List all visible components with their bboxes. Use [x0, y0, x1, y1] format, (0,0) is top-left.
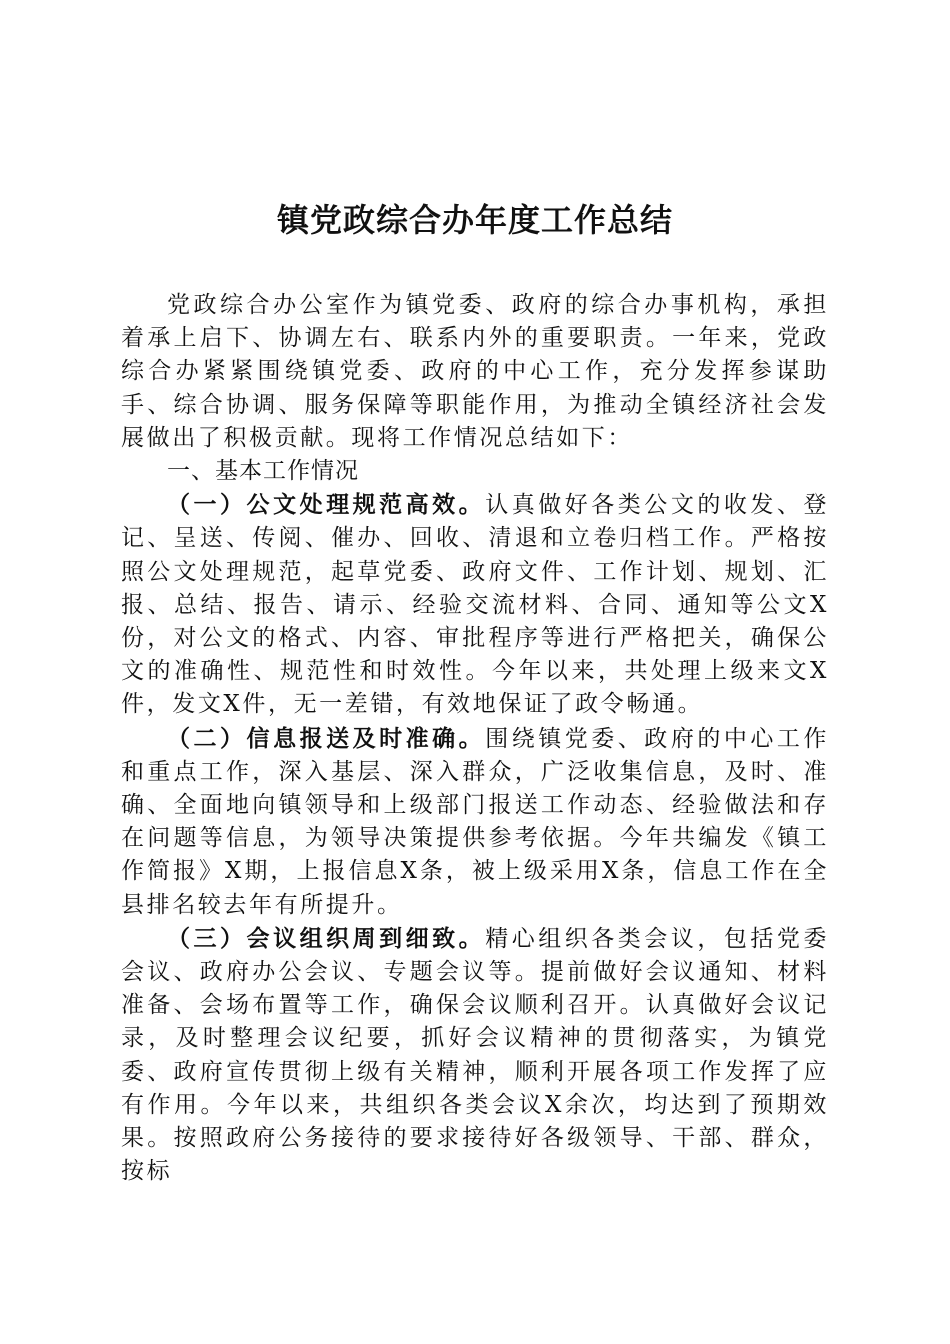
document-body — [121, 289, 829, 1188]
document-title: 镇党政综合办年度工作总结 — [276, 201, 673, 239]
paragraph-text: 精心组织各类会议，包括党委会议、政府办公会议、专题会议等。提前做好会议通知、材料准备、会场布置等工作，确保会议顺利召开。认真做好会议记录，及时整理会议纪要，抓好会议精神的贯彻落实，为镇党委、政府宣传贯彻上级有关精神，顺利开展各项工作发挥了应有作用。今年以来，共组织各类会议X余次，均达到了预期效果。按照政府公务接待的要求接待好各级领导、干部、群众，按标 — [121, 925, 829, 1185]
subheading-information-reporting: （二）信息报送及时准确。 — [167, 724, 486, 752]
subheading-meeting-organization: （三）会议组织周到细致。 — [167, 924, 486, 952]
intro-paragraph: 党政综合办公室作为镇党委、政府的综合办事机构，承担着承上启下、协调左右、联系内外的重要职责。一年来，党政综合办紧紧围绕镇党委、政府的中心工作，充分发挥参谋助手、综合协调、服务保障等职能作用，为推动全镇经济社会发展做出了积极贡献。现将工作情况总结如下： — [121, 292, 829, 451]
paragraph-text: 围绕镇党委、政府的中心工作和重点工作，深入基层、深入群众，广泛收集信息，及时、准确、全面地向镇领导和上级部门报送工作动态、经验做法和存在问题等信息，为领导决策提供参考依据。今年共编发《镇工作简报》X期，上报信息X条，被上级采用X条，信息工作在全县排名较去年有所提升。 — [121, 725, 829, 918]
subheading-document-processing: （一）公文处理规范高效。 — [167, 491, 486, 519]
paragraph-document-processing — [121, 488, 829, 721]
paragraph-information-reporting — [121, 722, 829, 922]
paragraph-text: 认真做好各类公文的收发、登记、呈送、传阅、催办、回收、清退和立卷归档工作。严格按照公文处理规范，起草党委、政府文件、工作计划、规划、汇报、总结、报告、请示、经验交流材料、合同、通知等公文X份，对公文的格式、内容、审批程序等进行严格把关，确保公文的准确性、规范性和时效性。今年以来，共处理上级来文X件，发文X件，无一差错，有效地保证了政令畅通。 — [121, 492, 829, 718]
paragraph-meeting-organization — [121, 922, 829, 1189]
section-heading-basic-work: 一、基本工作情况 — [167, 458, 359, 485]
